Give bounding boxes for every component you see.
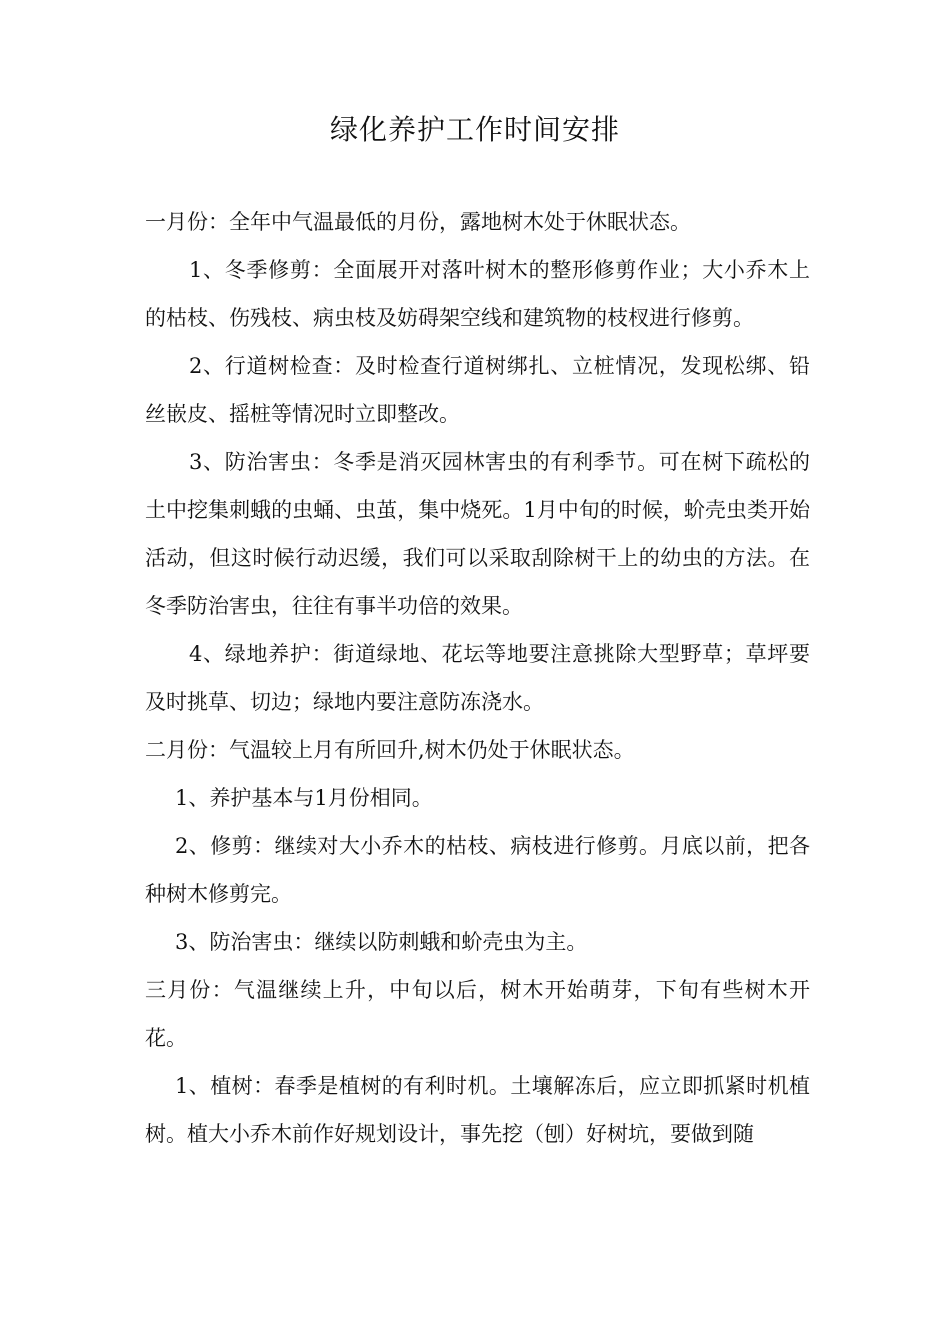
paragraph-pest-control: 3、防治害虫：冬季是消灭园林害虫的有利季节。可在树下疏松的土中挖集刺蛾的虫蛹、虫茧，集中烧死。1月中旬的时候，蚧壳虫类开始活动，但这时候行动迟缓，我们可以采取刮除树干上的幼虫的方法。在冬季防治害虫，往往有事半功倍的效果。 bbox=[145, 450, 810, 618]
paragraph-greenland-care: 4、绿地养护：街道绿地、花坛等地要注意挑除大型野草；草坪要及时挑草、切边；绿地内要注意防冻浇水。 bbox=[145, 642, 810, 714]
paragraph-winter-pruning: 1、冬季修剪：全面展开对落叶树木的整形修剪作业；大小乔木上的枯枝、伤残枝、病虫枝及妨碍架空线和建筑物的枝杈进行修剪。 bbox=[145, 258, 810, 330]
paragraph-january-intro: 一月份：全年中气温最低的月份，露地树木处于休眠状态。 bbox=[145, 210, 691, 234]
document-title: 绿化养护工作时间安排 bbox=[329, 113, 620, 146]
paragraph-feb-pruning: 2、修剪：继续对大小乔木的枯枝、病枝进行修剪。月底以前，把各种树木修剪完。 bbox=[145, 834, 810, 906]
paragraph-march-intro: 三月份：气温继续上升，中旬以后，树木开始萌芽，下旬有些树木开花。 bbox=[145, 978, 810, 1050]
paragraph-feb-basic-care: 1、养护基本与1月份相同。 bbox=[175, 786, 433, 810]
paragraph-feb-pest-control: 3、防治害虫：继续以防刺蛾和蚧壳虫为主。 bbox=[175, 930, 588, 954]
document-body bbox=[145, 198, 810, 1158]
paragraph-street-tree-check: 2、行道树检查：及时检查行道树绑扎、立桩情况，发现松绑、铅丝嵌皮、摇桩等情况时立即整改。 bbox=[145, 354, 810, 426]
paragraph-march-planting: 1、植树：春季是植树的有利时机。土壤解冻后，应立即抓紧时机植树。植大小乔木前作好规划设计，事先挖（刨）好树坑，要做到随 bbox=[145, 1074, 810, 1146]
paragraph-february-intro: 二月份：气温较上月有所回升,树木仍处于休眠状态。 bbox=[145, 738, 635, 762]
